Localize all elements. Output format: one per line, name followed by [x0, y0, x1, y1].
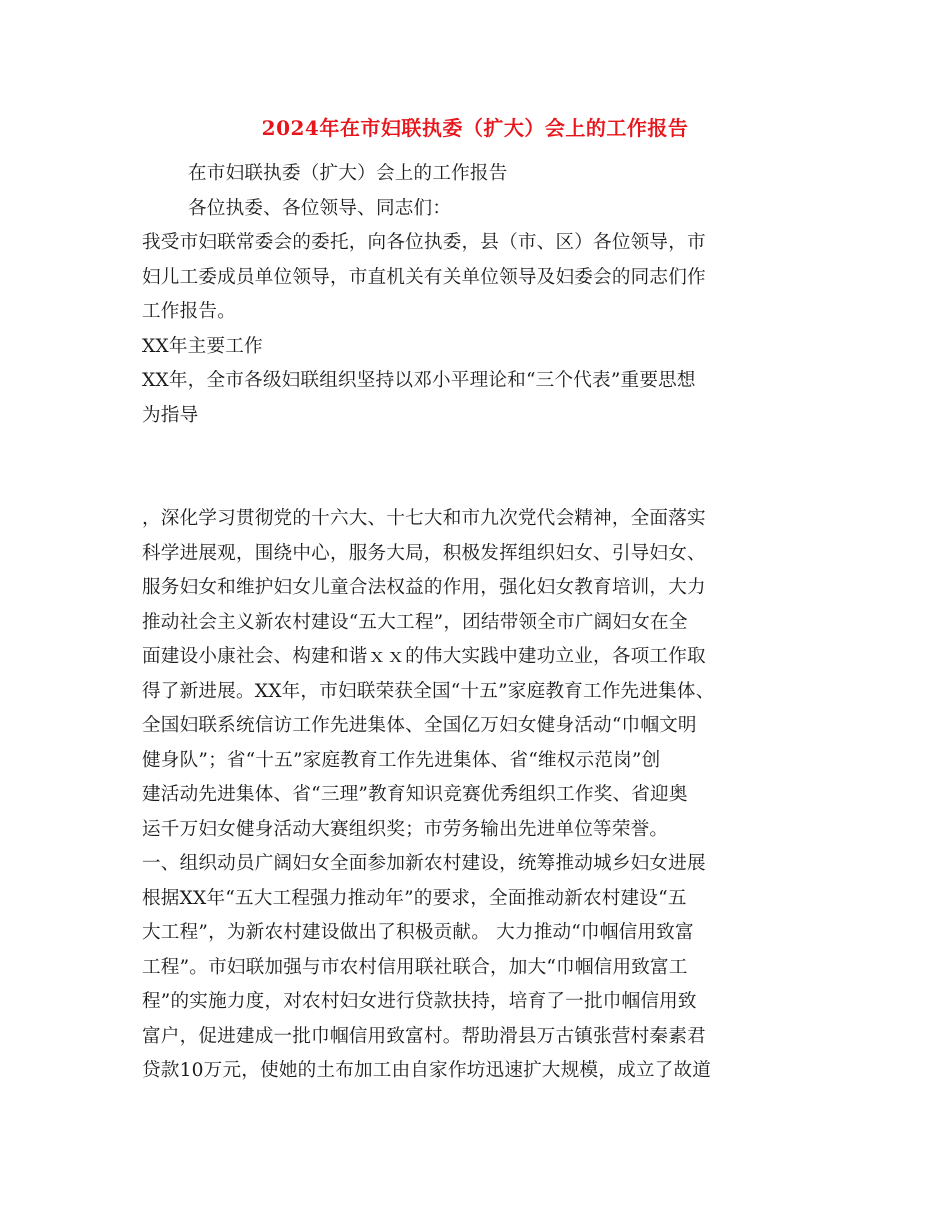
body-line: 贷款10万元，使她的土布加工由自家作坊迅速扩大规模，成立了故道 — [142, 1060, 712, 1081]
document-title: 2024年在市妇联执委（扩大）会上的工作报告 — [261, 116, 689, 140]
body-line: 我受市妇联常委会的委托，向各位执委，县（市、区）各位领导，市 — [142, 232, 706, 253]
body-line: 健身队”；省“十五”家庭教育工作先进集体、省“维权示范岗”创 — [142, 749, 661, 771]
body-line: 为指导 — [142, 404, 199, 426]
body-line: 科学进展观，围绕中心，服务大局，积极发挥组织妇女、引导妇女、 — [142, 542, 706, 564]
section-heading: XX年主要工作 — [142, 335, 263, 357]
body-line: 大工程”，为新农村建设做出了积极贡献。 大力推动“巾帼信用致富 — [142, 922, 694, 943]
body-line: 妇儿工委成员单位领导，市直机关有关单位领导及妇委会的同志们作 — [142, 266, 706, 288]
body-line: 在市妇联执委（扩大）会上的工作报告 — [188, 163, 508, 184]
body-line: 各位执委、各位领导、同志们： — [188, 197, 452, 219]
body-line: 工程”。市妇联加强与市农村信用联社联合，加大“巾帼信用致富工 — [142, 956, 688, 978]
body-line: 根据XX年“五大工程强力推动年”的要求，全面推动新农村建设“五 — [142, 887, 687, 909]
body-line: 得了新进展。XX年，市妇联荣获全国“十五”家庭教育工作先进集体、 — [142, 680, 715, 702]
body-line: 运千万妇女健身活动大赛组织奖；市劳务输出先进单位等荣誉。 — [142, 818, 669, 840]
body-line: 推动社会主义新农村建设“五大工程”，团结带领全市广阔妇女在全 — [142, 611, 688, 633]
body-line: XX年，全市各级妇联组织坚持以邓小平理论和“三个代表”重要思想 — [142, 370, 696, 391]
body-line: 程”的实施力度，对农村妇女进行贷款扶持，培育了一批巾帼信用致 — [142, 991, 697, 1012]
document-body — [142, 157, 810, 1089]
body-line: 服务妇女和维护妇女儿童合法权益的作用，强化妇女教育培训，大力 — [142, 577, 706, 598]
section-heading: 一、组织动员广阔妇女全面参加新农村建设，统筹推动城乡妇女进展 — [142, 853, 706, 874]
body-line: 工作报告。 — [142, 301, 236, 322]
body-line: ，深化学习贯彻党的十六大、十七大和市九次党代会精神，全面落实 — [142, 508, 706, 529]
body-line: 富户，促进建成一批巾帼信用致富村。帮助滑县万古镇张营村秦素君 — [142, 1025, 706, 1047]
body-line: 面建设小康社会、构建和谐ｘｘ的伟大实践中建功立业，各项工作取 — [142, 646, 706, 667]
body-line: 建活动先进集体、省“三理”教育知识竞赛优秀组织工作奖、省迎奥 — [142, 784, 688, 805]
paragraph-gap — [142, 433, 810, 502]
body-line: 全国妇联系统信访工作先进集体、全国亿万妇女健身活动“巾帼文明 — [142, 715, 697, 736]
